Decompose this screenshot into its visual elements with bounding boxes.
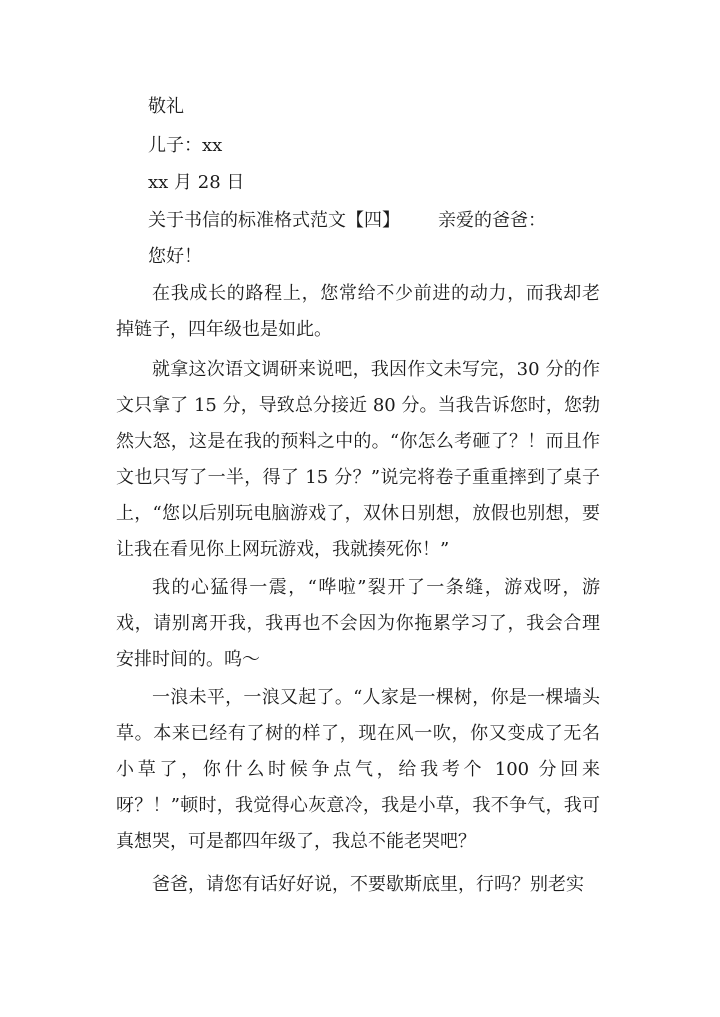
section-heading-line (148, 212, 546, 230)
closing-salutation: 敬礼 (148, 96, 184, 117)
body-paragraph: 一浪未平，一浪又起了。“人家是一棵树，你是一棵墙头草。本来已经有了树的样了，现在风一吹，你又变成了无名小草了，你什么时候争点气，给我考个 100 分回来呀？！”顿时，我觉得心灰意冷，我是小草，我不争气，我可真想哭，可是都四年级了，我总不能老哭吧？ (116, 687, 600, 852)
body-paragraph: 我的心猛得一震，“哗啦”裂开了一条缝，游戏呀，游戏，请别离开我，我再也不会因为你拖累学习了，我会合理安排时间的。呜～ (116, 577, 600, 670)
body-paragraph: 爸爸，请您有话好好说，不要歇斯底里，行吗？别老实 (152, 874, 584, 895)
letter-signature: 儿子：xx (148, 135, 223, 156)
letter-greeting: 您好！ (148, 246, 202, 267)
letter-recipient: 亲爱的爸爸： (438, 210, 546, 231)
body-paragraph: 就拿这次语文调研来说吧，我因作文未写完，30 分的作文只拿了 15 分，导致总分接近 80 分。当我告诉您时，您勃然大怒，这是在我的预料之中的。“你怎么考砸了？！而且作文也只写了一半，得了 15 分？”说完将卷子重重摔到了桌子上，“您以后别玩电脑游戏了，双休日别想，放假也别想，要让我在看见你上网玩游戏，我就揍死你！” (116, 359, 600, 560)
letter-date: xx 月 28 日 (148, 172, 245, 193)
body-paragraph: 在我成长的路程上，您常给不少前进的动力，而我却老掉链子，四年级也是如此。 (116, 283, 600, 340)
section-heading: 关于书信的标准格式范文【四】 (148, 210, 400, 231)
